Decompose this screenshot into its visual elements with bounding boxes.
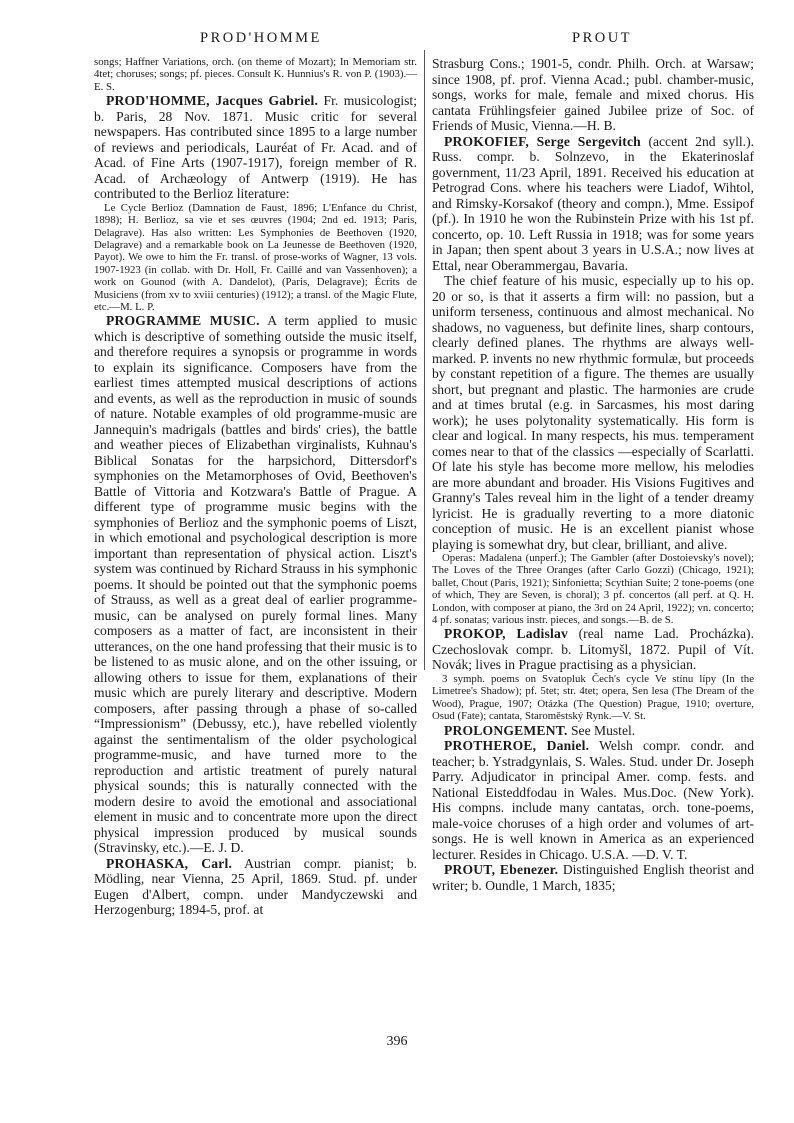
running-header-right: PROUT: [572, 30, 633, 46]
entry-text: See Mustel.: [570, 722, 636, 738]
entry-text: (accent 2nd syll.). Russ. compr. b. Solnzevo, in the Ekaterinoslaf government, 11/23 April, 1891. Received his education at Petrograd Cons. where his teachers were Liadof, Wihtol, and Rimsky-Korsakof (theory and compn.), Mme. Essipof (pf.). In 1910 he won the Rubinstein Prize with his 1st pf. concerto, op. 10. Left Russia in 1918; was for some years in Japan; then spent about 3 years in U.S.A.; now lives at Ettal, near Oberammergau, Bavaria.: [432, 133, 754, 273]
entry-text: (real name Lad. Procházka). Czechoslovak compr. b. Litomyšl, 1872. Pupil of Vít. Novák; lives in Prague practising as a physician.: [432, 626, 754, 673]
right-entry: [432, 738, 754, 862]
entry-headword: PROUT, Ebenezer.: [444, 862, 559, 878]
right-entry: [432, 723, 754, 739]
right-entry: [432, 626, 754, 673]
left-entry: [94, 856, 417, 918]
left-entry: [94, 93, 417, 202]
entry-text: A term applied to music which is descriptive of something outside the music itself, and therefore requires a synopsis or programme in words to explain its significance. Composers have from the earliest times attempted musical descriptions of actions and events, as well as the reproduction in music of sounds of nature. Notable examples of old programme-music are Jannequin's madrigals (battles and birds' cries), the battle and weather pieces of Elizabethan virginalists, Kuhnau's Biblical Sonatas for the harpsichord, Dittersdorf's symphonies on the Metamorphoses of Ovid, Beethoven's Battle of Vittoria and Kotzwara's Battle of Prague. A different type of programme music begins with the symphonies of Berlioz and the symphonic poems of Liszt, in which emotional and psychological description is more important than representation of physical action. Liszt's system was continued by Richard Strauss in his symphonic poems. It should be pointed out that the symphonic poems of Strauss, as well as a great deal of earlier programme-music, can be analysed on purely formal lines. Many composers as a matter of fact, are inconsistent in their utterances, on the one hand professing that their music is to be listened to as music alone, and on the other issuing, or allowing others to issue for them, explanations of their music which are purely literary and descriptive. Modern composers, after passing through a phase of so-called “Impressionism” (Debussy, etc.), have rebelled violently against the sentimentalism of the older psychological programme-music, and have turned more to the reproduction and artistic treatment of purely natural physical sounds; this is naturally connected with the modern desire to avoid the emotional and associational element in music and to concentrate more upon the direct physical impression produced by musical sounds (Stravinsky, etc.).—E. J. D.: [94, 313, 417, 856]
right-small-print: [432, 673, 754, 723]
right-small-print: [432, 552, 754, 626]
right-column: [432, 56, 754, 893]
entry-text: Distinguished English theorist and writer; b. Oundle, 1 March, 1835;: [432, 862, 754, 893]
entry-headword: PROGRAMME MUSIC.: [106, 313, 260, 329]
right-entry: [432, 862, 754, 893]
entry-text: 3 symph. poems on Svatopluk Čech's cycle Ve stínu lípy (In the Limetree's Shadow); pf. 5tet; str. 4tet; opera, Sen lesa (The Dream of the Wood), Prague, 1907; Otázka (The Question) Prague, 1910; overture, Osud (Fate); cantata, Staroměstský Rynk.—V. St.: [432, 672, 754, 723]
entry-headword: PROHASKA, Carl.: [106, 855, 233, 871]
right-paragraph: [432, 56, 754, 134]
entry-headword: PROTHEROE, Daniel.: [444, 738, 590, 754]
right-paragraph: [432, 273, 754, 552]
left-entry: [94, 313, 417, 856]
page-number: 396: [386, 1034, 408, 1049]
entry-text: Le Cycle Berlioz (Damnation de Faust, 1896; L'Enfance du Christ, 1898); H. Berlioz, sa vie et ses œuvres (1904; 2nd ed. 1913; Paris, Delagrave). Has also written: Les Symphonies de Beethoven (1920, Delagrave) and a remarkable book on La Jeunesse de Beethoven (1920, Payot). We owe to him the Fr. transl. of prose-works of Wagner, 13 vols. 1907-1923 (in collab. with Dr. Holl, Fr. Caillé and van Vassenhoven); a work on Gounod (with A. Dandelot), (Paris, Delagrave); Écrits de Musiciens (from xv to xviii centuries) (1912); a transl. of the Magic Flute, etc.—M. L. P.: [94, 201, 417, 313]
entry-headword: PROKOP, Ladislav: [444, 626, 568, 642]
left-small-print: [94, 56, 417, 93]
entry-text: Operas: Madalena (unperf.); The Gambler (after Dostoievsky's novel); The Loves of the Three Oranges (after Carlo Gozzi) (Chicago, 1921); ballet, Chout (Paris, 1921); Sinfonietta; Scythian Suite; 2 tone-poems (one of which, They are Seven, is choral); 3 pf. concertos (all perf. at Q. H. London, with composer at piano, the 3rd on 24 April, 1922); vn. concerto; 4 pf. sonatas; various instr. pieces, and songs.—B. de S.: [432, 552, 754, 627]
left-column: [94, 56, 417, 918]
right-entry: [432, 134, 754, 274]
entry-text: Welsh compr. condr. and teacher; b. Ystradgynlais, S. Wales. Stud. under Dr. Joseph Parry. Adjudicator in principal Amer. comp. fests. and National Eisteddfodau in Wales. Mus.Doc. (New York). His compns. include many cantatas, orch. tone-poems, male-voice choruses of a high order and volumes of art-songs. He is well known in America as an experienced lecturer. Resides in Chicago. U.S.A. —D. V. T.: [432, 738, 754, 862]
entry-text: songs; Haffner Variations, orch. (on theme of Mozart); In Memoriam str. 4tet; choruses; songs; pf. pieces. Consult K. Hunnius's R. von P. (1903).—E. S.: [94, 56, 417, 93]
running-header-left: PROD'HOMME: [200, 30, 322, 46]
entry-headword: PROKOFIEF, Serge Sergevitch: [444, 133, 641, 149]
paragraph-text: The chief feature of his music, especially up to his op. 20 or so, is that it asserts a firm will: no passion, but a uniform terseness, continuous and almost mechanical. No shadows, no vagueness, but definite lines, sharp contours, clearly defined planes. The rhythms are always well-marked. P. invents no new rhythmic formulæ, but proceeds by constant repetition of a figure. The themes are usually short, but pregnant and plastic. The harmonies are crude and at times brutal (e.g. in Sarcasmes, his most daring work); he uses polytonality systematically. His form is clear and logical. In many respects, his mus. temperament comes near to that of the classics —especially of Scarlatti. Of late his style has become more mellow, his melodies are more abundant and broader. His Visions Fugitives and Granny's Tales reveal him in the light of a tender dreamy lyricist. He is gradually reverting to a more diatonic conception of music. He is an excellent pianist whose playing is somewhat dry, but clear, brilliant, and alive.: [432, 273, 754, 552]
column-divider: [424, 50, 425, 670]
entry-text: Fr. musicologist; b. Paris, 28 Nov. 1871. Music critic for several newspapers. Has contributed since 1895 to a large number of reviews and periodicals, Lauréat of Fr. Acad. and of Acad. of Fine Arts (1907-1917), foreign member of R. Acad. of Archæology of Antwerp (1919). He has contributed to the Berlioz literature:: [94, 93, 417, 202]
entry-headword: PROLONGEMENT.: [444, 722, 568, 738]
entry-headword: PROD'HOMME, Jacques Gabriel.: [106, 93, 319, 109]
paragraph-text: Strasburg Cons.; 1901-5, condr. Philh. Orch. at Warsaw; since 1908, pf. prof. Vienna Acad.; publ. chamber-music, songs, works for male, female and mixed chorus. His cantata Frühlingsfeier gained Jubilee prize of Soc. of Friends of Music, Vienna.—H. B.: [432, 56, 754, 133]
entry-text: Austrian compr. pianist; b. Mödling, near Vienna, 25 April, 1869. Stud. pf. under Eugen d'Albert, compn. under Mandyczewski and Herzogenburg; 1894-5, prof. at: [94, 855, 418, 918]
left-small-print: [94, 202, 417, 314]
